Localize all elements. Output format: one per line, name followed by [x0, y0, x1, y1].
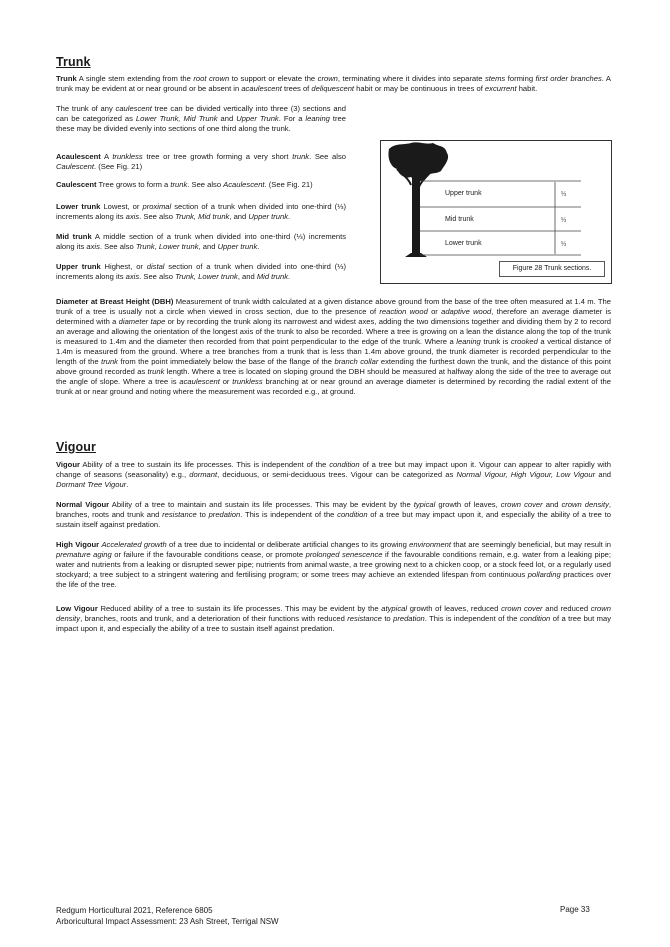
page-footer — [56, 905, 279, 927]
paragraph-upper-trunk — [56, 262, 346, 282]
definition-caulescent: Caulescent Tree grows to form a trunk. See also Acaulescent. (See Fig. 21) — [56, 180, 313, 189]
figure-fraction-mid: ⅓ — [561, 216, 567, 224]
definition-low-vigour: Low Vigour Reduced ability of a tree to sustain its life processes. This may be evident by the atypical growth of leaves, reduced crown cover and reduced crown density, branches, roots and trunk, and a deterioration of their functions with reduced resistance to predation. This is independent of the condition of a tree but may impact upon it, and especially the ability of a tree to sustain itself against predation. — [56, 604, 611, 633]
definition-dbh: Diameter at Breast Height (DBH) Measurement of trunk width calculated at a given distance above ground from the base of the tree often measured at 1.4 m. The trunk of a tree is usually not a circle when viewed in cross section, due to the presence of reaction wood or adaptive wood, therefore an average diameter is determined with a diameter tape or by recording the trunk along its narrowest and widest axes, adding the two dimensions together and dividing them by 2 to record an average and allowing the orientation of the longest axis of the trunk to also be recorded. Where a tree is growing on a lean the distance along the top of the trunk is measured to 1.4m and the diameter then recorded from that point perpendicular to the edge of the trunk. Where a leaning trunk is crooked a vertical distance of 1.4m is measured from the ground. Where a tree branches from a trunk that is less than 1.4m above ground, the trunk diameter is recorded perpendicular to the length of the trunk from the point immediately below the base of the flange of the branch collar extending the furthest down the trunk, and the distance of this point above ground recorded as trunk length. Where a tree is located on sloping ground the DBH should be measured at halfway along the side of the tree to average out the angle of slope. Where a tree is acaulescent or trunkless branching at or near ground an average diameter is determined by recording the radial extent of the trunk at or near ground and noting where the measurement was recorded e.g., at ground. — [56, 297, 612, 396]
trunk-sections-figure — [380, 140, 612, 284]
figure-label-lower-trunk: Lower trunk — [445, 240, 482, 247]
definition-trunk: Trunk A single stem extending from the root crown to support or elevate the crown, terminating where it divides into separate stems forming first order branches. A trunk may be evident at or near ground or be absent in acaulescent trees of deliquescent habit or may be continuous in trees of excurrent habit. — [56, 74, 612, 93]
paragraph-caulescent — [56, 180, 346, 190]
definition-vigour: Vigour Ability of a tree to sustain its life processes. This is independent of the condition of a tree but may impact upon it. Vigour can appear to alter rapidly with change of seasons (seasonality) e.g., dormant, deciduous, or semi-deciduous trees. Vigour can be categorized as Normal Vigour, High Vigour, Low Vigour and Dormant Tree Vigour. — [56, 460, 612, 489]
paragraph-low-vigour — [56, 604, 611, 634]
definition-high-vigour: High Vigour Accelerated growth of a tree due to incidental or deliberate artificial changes to its growing environment that are seemingly beneficial, but may result in premature aging or failure if the favourable conditions cease, or promote prolonged senescence if the favourable conditions remain, e.g. water from a leaking pipe; water and nutrients from a leaking or disrupted sewer pipe; nutrients from animal waste, a tree growing next to a chicken coop, or a stock feed lot, or a regularly used stockyard; a tree subject to a stringent watering and fertilising program; or some trees may achieve an extended lifespan from continuous pollarding practices over the life of the tree. — [56, 540, 612, 589]
figure-label-mid-trunk: Mid trunk — [445, 216, 474, 223]
section-heading-trunk: Trunk — [56, 55, 91, 69]
paragraph-acaulescent — [56, 152, 346, 172]
figure-fraction-upper: ⅓ — [561, 190, 567, 198]
figure-label-upper-trunk: Upper trunk — [445, 190, 482, 197]
definition-mid-trunk: Mid trunk A middle section of a trunk when divided into one-third (⅓) increments along its axis. See also Trunk, Lower trunk, and Upper trunk. — [56, 232, 347, 251]
paragraph-dbh — [56, 297, 611, 397]
trunk-diagram — [381, 141, 611, 259]
footer-report-title: Arboricultural Impact Assessment: 23 Ash Street, Terrigal NSW — [56, 917, 279, 926]
paragraph-lower-trunk — [56, 202, 346, 222]
footer-company-reference: Redgum Horticultural 2021, Reference 6805 — [56, 906, 213, 915]
figure-caption: Figure 28 Trunk sections. — [499, 261, 605, 277]
section-heading-vigour: Vigour — [56, 440, 96, 454]
definition-acaulescent: Acaulescent A trunkless tree or tree growth forming a very short trunk. See also Caulescent. (See Fig. 21) — [56, 152, 346, 171]
tree-trunk-illustration — [412, 177, 420, 255]
page-number: Page 33 — [560, 905, 590, 914]
trunk-divisions-text: The trunk of any caulescent tree can be divided vertically into three (3) sections and can be categorized as Lower Trunk, Mid Trunk and Upper Trunk. For a leaning tree these may be divided evenly into sections of one third along the trunk. — [56, 104, 346, 133]
figure-fraction-lower: ⅓ — [561, 240, 567, 248]
definition-normal-vigour: Normal Vigour Ability of a tree to maintain and sustain its life processes. This may be evident by the typical growth of leaves, crown cover and crown density, branches, roots and trunk and resistance to predation. This is independent of the condition of a tree but may impact upon it, and especially the ability of a tree to sustain itself against predation. — [56, 500, 611, 529]
paragraph-trunk-divisions — [56, 104, 346, 134]
paragraph-trunk — [56, 74, 611, 94]
paragraph-vigour — [56, 460, 611, 490]
paragraph-high-vigour — [56, 540, 611, 590]
tree-crown-illustration — [388, 142, 448, 181]
definition-lower-trunk: Lower trunk Lowest, or proximal section of a trunk when divided into one-third (⅓) increments along its axis. See also Trunk, Mid trunk, and Upper trunk. — [56, 202, 346, 221]
definition-upper-trunk: Upper trunk Highest, or distal section of a trunk when divided into one-third (⅓) increments along its axis. See also Trunk, Lower trunk, and Mid trunk. — [56, 262, 346, 281]
paragraph-mid-trunk — [56, 232, 346, 252]
paragraph-normal-vigour — [56, 500, 611, 530]
